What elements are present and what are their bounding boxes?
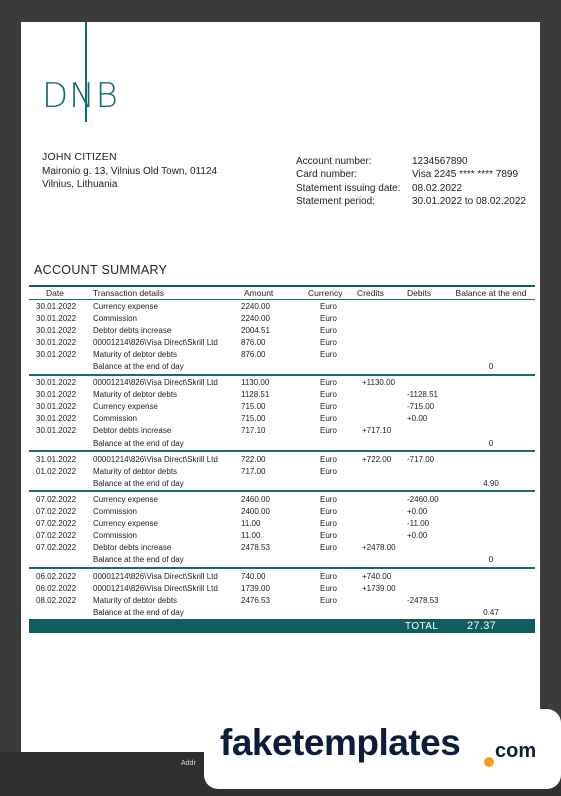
cell-amount: 876.00 [241,337,266,347]
cell-credit: +2478.00 [362,543,396,553]
cell-currency: Euro [320,583,337,593]
watermark-dot [484,757,494,767]
cell-debit: +0.00 [407,531,428,541]
cell-currency: Euro [320,454,337,464]
cell-currency: Euro [320,337,337,347]
account-info-value: 1234567890 [412,156,468,167]
cell-debit: +0.00 [407,507,428,517]
account-info-value: 08.02.2022 [412,182,463,194]
balance-row [29,554,535,566]
cell-credit: +1130.00 [362,378,395,388]
group-separator [29,450,535,452]
balance-row [29,477,535,489]
header-date: Date [46,288,64,298]
cell-currency: Euro [320,466,337,476]
cell-date: 30.01.2022 [36,301,77,311]
table-row [29,530,535,542]
cell-balance: 0 [488,362,494,372]
cell-amount: 722.00 [241,454,266,464]
group-separator [29,490,535,492]
group-separator [29,567,535,569]
cell-details: Balance at the end of day [93,607,184,617]
transactions-table [29,285,535,633]
table-row [29,336,535,348]
account-info-row [296,195,526,208]
cell-currency: Euro [320,571,337,581]
balance-row [29,437,535,449]
cell-details: Debtor debts increase [93,426,172,436]
cell-amount: 2004.51 [241,325,270,335]
watermark-suffix: com [495,740,537,762]
cell-debit: -715.00 [407,402,435,412]
cell-date: 07.02.2022 [36,494,77,504]
cell-currency: Euro [320,301,337,311]
cell-date: 07.02.2022 [36,543,77,553]
cell-amount: 2240.00 [241,301,270,311]
cell-amount: 717.10 [241,426,266,436]
cell-date: 30.01.2022 [36,402,77,412]
cell-details: 00001214\826\Visa Direct\Skrill Ltd [93,378,218,388]
account-info-key: Card number: [296,169,358,181]
account-info-value: 30.01.2022 to 08.02.2022 [412,196,526,208]
cell-currency: Euro [320,531,337,541]
cell-currency: Euro [320,349,337,359]
cell-debit: -2460.00 [407,494,439,504]
cell-date: 30.01.2022 [36,337,77,347]
account-summary-title: ACCOUNT SUMMARY [34,263,168,277]
cell-amount: 2400.00 [241,507,270,517]
total-label: TOTAL [405,620,439,632]
cell-currency: Euro [320,426,337,436]
cell-details: Currency expense [93,494,158,504]
table-row [29,324,535,336]
cell-date: 30.01.2022 [36,349,77,359]
cell-date: 30.01.2022 [36,390,77,400]
account-info-key: Statement period: [296,196,375,208]
table-row [29,493,535,505]
cell-currency: Euro [320,325,337,335]
footer-text: Addr [181,760,196,767]
cell-details: Currency expense [93,301,158,311]
cell-date: 07.02.2022 [36,507,77,517]
cell-details: Commission [93,531,138,541]
cell-date: 30.01.2022 [36,414,77,424]
statement-page [21,22,540,796]
cell-debit: +0.00 [407,414,428,424]
cell-amount: 1130.00 [241,378,270,388]
cell-date: 30.01.2022 [36,313,77,323]
cell-date: 06.02.2022 [36,571,77,581]
header-debits: Debits [407,288,432,298]
cell-date: 01.02.2022 [36,466,77,476]
cell-date: 31.01.2022 [36,454,77,464]
balance-row [29,606,535,618]
cell-debit: -1128.51 [407,390,438,400]
cell-details: 00001214\826\Visa Direct\Skrill Ltd [93,571,218,581]
cell-details: Currency expense [93,519,158,529]
cell-amount: 715.00 [241,414,266,424]
table-row [29,401,535,413]
cell-date: 30.01.2022 [36,325,77,335]
account-info-row [296,168,526,181]
cell-debit: -2478.53 [407,595,439,605]
cell-debit: -717.00 [407,454,435,464]
cell-details: Maturity of debtor debts [93,466,178,476]
cell-details: Balance at the end of day [93,362,184,372]
cell-amount: 876.00 [241,349,266,359]
account-info-row [296,182,526,195]
cell-debit: -11.00 [407,519,430,529]
cell-date: 30.01.2022 [36,378,77,388]
total-row [29,619,535,633]
dnb-logo: DNB [42,76,119,116]
cell-amount: 740.00 [241,571,266,581]
cell-date: 06.02.2022 [36,583,77,593]
account-info-key: Statement issuing date: [296,182,401,194]
cell-balance: 0.47 [483,607,499,617]
cell-amount: 2240.00 [241,313,270,323]
cell-date: 30.01.2022 [36,426,77,436]
cell-amount: 2478.53 [241,543,270,553]
cell-balance: 0 [488,555,494,565]
table-header [29,287,535,300]
address-line-1: Maironio g. 13, Vilnius Old Town, 01124 [42,165,218,177]
cell-currency: Euro [320,519,337,529]
account-info-value: Visa 2245 **** **** 7899 [412,169,519,181]
cell-currency: Euro [320,378,337,388]
account-info [296,155,526,209]
cell-details: Commission [93,414,138,424]
account-info-row [296,155,526,168]
cell-details: Maturity of debtor debts [93,349,178,359]
cell-details: 00001214\826\Visa Direct\Skrill Ltd [93,454,218,464]
cell-details: 00001214\826\Visa Direct\Skrill Ltd [93,583,218,593]
table-row [29,542,535,554]
cell-details: Commission [93,313,138,323]
cell-details: Maturity of debtor debts [93,595,178,605]
cell-credit: +722.00 [362,454,392,464]
cell-balance: 0 [488,438,494,448]
table-row [29,582,535,594]
cell-details: Balance at the end of day [93,438,184,448]
cell-amount: 715.00 [241,402,266,412]
header-currency: Currency [308,288,343,298]
cell-date: 07.02.2022 [36,519,77,529]
cell-details: Commission [93,507,138,517]
table-row [29,453,535,465]
cell-details: Currency expense [93,402,158,412]
table-row [29,518,535,530]
cell-credit: +1739.00 [362,583,396,593]
header-amount: Amount [244,288,274,298]
cell-currency: Euro [320,507,337,517]
cell-amount: 1739.00 [241,583,270,593]
cell-currency: Euro [320,390,337,400]
customer-address [42,151,217,192]
balance-row [29,360,535,372]
cell-currency: Euro [320,595,337,605]
group-separator [29,374,535,376]
cell-date: 07.02.2022 [36,531,77,541]
cell-amount: 11.00 [241,519,261,529]
cell-currency: Euro [320,402,337,412]
cell-amount: 1128.51 [241,390,270,400]
header-details: Transaction details [93,288,165,298]
cell-currency: Euro [320,414,337,424]
table-row [29,425,535,437]
cell-amount: 2476.53 [241,595,270,605]
cell-details: Debtor debts increase [93,325,172,335]
watermark-text: faketemplates [220,722,461,763]
table-row [29,506,535,518]
table-row [29,389,535,401]
customer-name: JOHN CITIZEN [42,151,117,163]
table-row [29,465,535,477]
cell-currency: Euro [320,313,337,323]
cell-amount: 11.00 [241,531,261,541]
table-row [29,312,535,324]
cell-details: Debtor debts increase [93,543,172,553]
cell-details: Balance at the end of day [93,478,184,488]
cell-details: Balance at the end of day [93,555,184,565]
cell-currency: Euro [320,494,337,504]
cell-amount: 2460.00 [241,494,270,504]
header-balance: Balance at the end [455,288,527,298]
cell-credit: +740.00 [362,571,392,581]
account-info-key: Account number: [296,156,372,167]
cell-amount: 717.00 [241,466,266,476]
cell-balance: 4.90 [483,478,499,488]
cell-credit: +717.10 [362,426,392,436]
table-row [29,570,535,582]
table-body [29,300,535,618]
cell-date: 08.02.2022 [36,595,77,605]
cell-details: 00001214\826\Visa Direct\Skrill Ltd [93,337,218,347]
cell-currency: Euro [320,543,337,553]
address-line-2: Vilnius, Lithuania [42,179,118,190]
table-row [29,594,535,606]
cell-details: Maturity of debtor debts [93,390,178,400]
header-credits: Credits [357,288,384,298]
table-row [29,300,535,312]
table-row [29,413,535,425]
total-value: 27.37 [467,620,497,633]
table-row [29,348,535,360]
table-row [29,377,535,389]
